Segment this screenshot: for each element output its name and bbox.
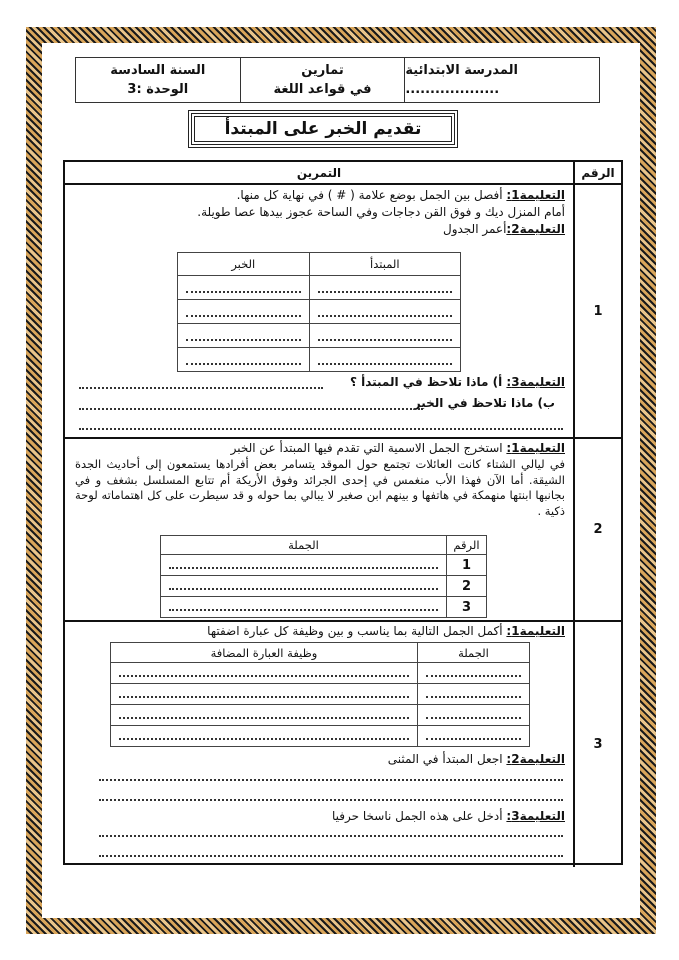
instruction-text: أكمل الجمل التالية بما يناسب و بين وظيفة كل عبارة اضفتها (207, 624, 507, 638)
column-header: الرقم (447, 536, 487, 555)
answer-line-a[interactable] (79, 387, 323, 389)
grade-label: السنة السادسة (110, 63, 206, 78)
header-info-box (75, 57, 600, 103)
instruction-text: أدخل على هذه الجمل ناسخا حرفيا (332, 809, 507, 823)
exercise-row-2 (65, 439, 621, 622)
completion-table (110, 642, 530, 747)
table-header-row (65, 162, 621, 185)
instruction-3 (332, 809, 565, 824)
exercise-number: 1 (573, 185, 621, 437)
exercise-number: 2 (573, 439, 621, 620)
answer-cell[interactable] (309, 324, 460, 348)
answer-line-c[interactable] (79, 428, 563, 430)
unit-label: الوحدة :3 (127, 82, 189, 97)
answer-cell[interactable] (178, 276, 310, 300)
column-header: الجملة (161, 536, 447, 555)
instruction-label: التعليمة3: (506, 809, 565, 823)
answer-cell[interactable] (178, 348, 310, 372)
column-header: الخبر (178, 253, 310, 276)
instruction-label: التعليمة1: (506, 441, 565, 455)
instruction-1 (231, 441, 565, 456)
answer-cell[interactable] (417, 705, 529, 726)
answer-line[interactable] (99, 855, 563, 857)
instruction-text: اجعل المبتدأ في المثنى (387, 752, 507, 766)
exercise-content (65, 622, 573, 867)
exercise-row-3 (65, 622, 621, 867)
answer-cell[interactable] (178, 324, 310, 348)
answer-cell[interactable] (309, 276, 460, 300)
answer-line[interactable] (99, 779, 563, 781)
row-number: 2 (447, 576, 487, 597)
instruction-text: أعمر الجدول (442, 222, 507, 236)
instruction-text: أفصل بين الجمل بوضع علامة ( # ) في نهاية كل منها. (236, 188, 507, 202)
exercise-row-1 (65, 185, 621, 439)
answer-cell[interactable] (309, 300, 460, 324)
answer-cell[interactable] (178, 300, 310, 324)
answer-cell[interactable] (111, 684, 418, 705)
subject-line-2: في قواعد اللغة (273, 82, 372, 97)
answer-cell[interactable] (161, 597, 447, 618)
exercise-table (63, 160, 623, 865)
page-title: تقديم الخبر على المبتدأ (188, 110, 458, 148)
instruction-label: التعليمة2: (506, 752, 565, 766)
row-number: 1 (447, 555, 487, 576)
subject-line-1: تمارين (301, 63, 344, 78)
answer-line[interactable] (99, 835, 563, 837)
subject-cell (240, 58, 405, 102)
exercise-number: 3 (573, 622, 621, 867)
answer-cell[interactable] (111, 663, 418, 684)
source-sentence: أمام المنزل ديك و فوق القن دجاجات وفي الساحة عجوز بيدها عصا طويلة. (197, 205, 565, 219)
grade-cell (76, 58, 240, 102)
exercise-content (65, 185, 573, 437)
sentences-table (160, 535, 487, 618)
number-column-header: الرقم (573, 162, 621, 183)
answer-cell[interactable] (417, 684, 529, 705)
column-header: الجملة (417, 643, 529, 663)
answer-cell[interactable] (111, 726, 418, 747)
instruction-2 (443, 222, 565, 237)
instruction-label: التعليمة1: (506, 188, 565, 202)
answer-cell[interactable] (161, 576, 447, 597)
question-b: ب) ماذا تلاحظ في الخبر (413, 396, 555, 410)
answer-cell[interactable] (161, 555, 447, 576)
exercise-column-header: التمرين (296, 165, 342, 180)
instruction-2 (388, 752, 565, 767)
answer-cell[interactable] (417, 663, 529, 684)
question-a: أ) ماذا تلاحظ في المبتدأ ؟ (349, 375, 507, 389)
row-number: 3 (447, 597, 487, 618)
answer-line[interactable] (99, 799, 563, 801)
instruction-label: التعليمة1: (506, 624, 565, 638)
school-name-blank: ................... (405, 82, 500, 97)
answer-cell[interactable] (111, 705, 418, 726)
column-header: وظيفة العبارة المضافة (111, 643, 418, 663)
subject-predicate-table (177, 252, 461, 372)
school-cell (404, 58, 599, 102)
answer-line-b[interactable] (79, 408, 423, 410)
school-label: المدرسة الابتدائية (405, 63, 518, 78)
instruction-label: التعليمة2: (506, 222, 565, 236)
instruction-1 (237, 188, 565, 203)
instruction-text: استخرج الجمل الاسمية التي تقدم فيها المبتدأ عن الخبر (230, 441, 507, 455)
answer-cell[interactable] (309, 348, 460, 372)
instruction-label: التعليمة3: (506, 375, 565, 389)
answer-cell[interactable] (417, 726, 529, 747)
column-header: المبتدأ (309, 253, 460, 276)
instruction-3a (350, 375, 565, 390)
instruction-1 (207, 624, 565, 639)
exercise-content (65, 439, 573, 620)
reading-paragraph: في ليالي الشتاء كانت العائلات تجتمع حول الموقد يتسامر بعض أفرادها يستمعون إلى أحاديث الجدة الشيقة. أما الآن فهذا الأب منغمس في إحدى الجرائد وفوق الأريكة أم تتابع المسلسل بشغف و في بجانبها ابنتها منهمكة في هاتفها و بينهم ابن صغير لا يبالي بما حوله و قد سيطرت على كل اهتماماته لوحة ذكية . (75, 457, 565, 518)
